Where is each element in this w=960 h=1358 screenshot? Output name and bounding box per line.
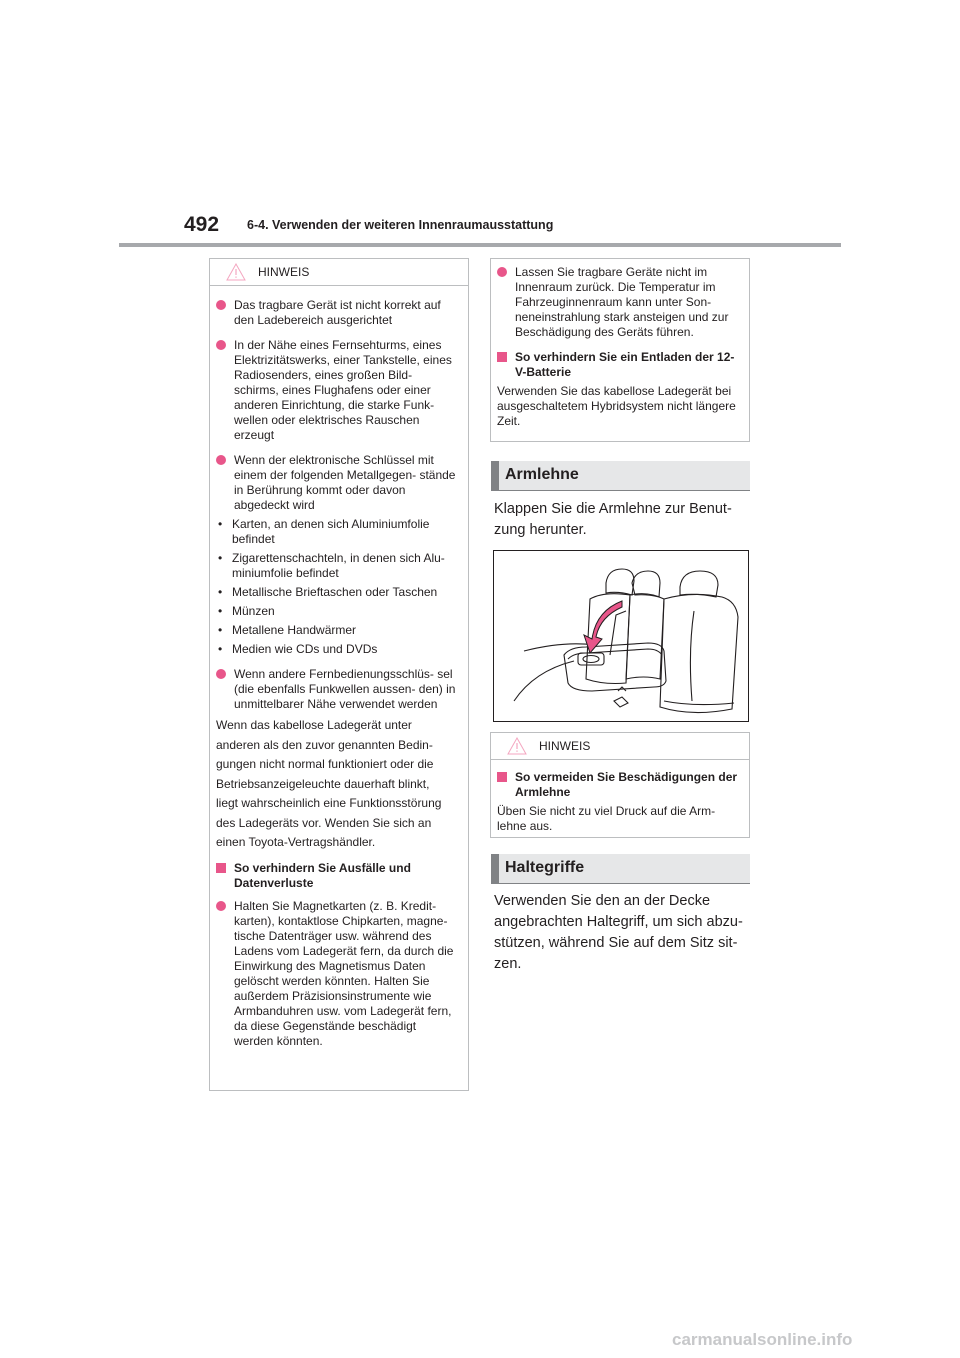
bullet-dot <box>216 669 226 679</box>
notice-subheading: So verhindern Sie Ausfälle und Datenverluste <box>216 861 458 891</box>
notice-box-left <box>209 258 469 1091</box>
warning-icon <box>226 263 246 281</box>
bullet-dot <box>497 267 507 277</box>
list-item: In der Nähe eines Fernsehturms, eines Elektrizitätswerks, einer Tankstelle, eines Radiosenders, eines großen Bild- schirms, eines Flughafens oder einer anderen Einrichtung, die starke Funk- wellen oder elektrisches Rauschen erzeugt <box>216 338 458 443</box>
notice-header <box>210 259 468 286</box>
bullet-square <box>497 352 507 362</box>
sub-list-item: • Karten, an denen sich Aluminiumfolie befindet <box>218 517 430 546</box>
bullet-dot <box>216 901 226 911</box>
notice-paragraph: Wenn das kabellose Ladegerät unter anderen als den zuvor genannten Bedin- gungen nicht normal funktioniert oder die Betriebsanzeigeleuchte dauerhaft blinkt, liegt wahrscheinlich eine Funktionsstörung des Ladegeräts vor. Wenden Sie sich an einen Toyota-Vertragshändler. <box>216 718 442 849</box>
list-item: Wenn der elektronische Schlüssel mit einem der folgenden Metallgegen- stände in Berührung kommt oder davon abgedeckt wird <box>216 453 458 513</box>
header-rule <box>119 243 841 247</box>
list-item: Halten Sie Magnetkarten (z. B. Kredit- karten), kontaktlose Chipkarten, magne- tische Datenträger usw. während des Ladens vom Ladegerät fern, da durch die Einwirkung des Magnetismus Daten gelöscht werden könnten. Halten Sie außerdem Präzisionsinstrumente wie Armbanduhren usw. vom Ladegerät fern, da diese Gegenstände beschädigt werden könnten. <box>216 899 458 1049</box>
sub-list-item: • Metallene Handwärmer <box>218 623 357 637</box>
notice-box-right-bottom <box>490 732 750 838</box>
warning-icon <box>507 737 527 755</box>
section-accent <box>491 461 499 491</box>
section-title: 6-4. Verwenden der weiteren Innenraumausstattung <box>247 218 554 232</box>
notice-subheading: So vermeiden Sie Beschädigungen der Armlehne <box>497 770 739 800</box>
notice-title: HINWEIS <box>258 265 310 279</box>
notice-box-right-top <box>490 258 750 442</box>
section-heading-label: Haltegriffe <box>505 859 585 876</box>
notice-paragraph: Üben Sie nicht zu viel Druck auf die Arm- lehne aus. <box>497 804 716 833</box>
notice-title: HINWEIS <box>539 739 591 753</box>
bullet-dot <box>216 340 226 350</box>
section-heading-armrest <box>491 461 750 491</box>
sub-list-item: • Metallische Brieftaschen oder Taschen <box>218 585 438 599</box>
bullet-dot <box>216 300 226 310</box>
list-item: Das tragbare Gerät ist nicht korrekt auf den Ladebereich ausgerichtet <box>216 298 458 328</box>
notice-header <box>491 733 749 760</box>
list-item: Lassen Sie tragbare Geräte nicht im Innenraum zurück. Die Temperatur im Fahrzeuginnenraum kann unter Son- neneinstrahlung stark ansteigen und zur Beschädigung des Geräts führen. <box>497 265 739 340</box>
sub-list-item: • Zigarettenschachteln, in denen sich Alu- miniumfolie befindet <box>218 551 445 580</box>
armrest-illustration <box>493 550 749 722</box>
grips-instructions: Verwenden Sie den an der Decke angebrachten Haltegriff, um sich abzu- stützen, während Sie auf dem Sitz sit- zen. <box>494 893 743 972</box>
section-accent <box>491 854 499 884</box>
page-number: 492 <box>184 213 220 236</box>
armrest-instructions: Klappen Sie die Armlehne zur Benut- zung herunter. <box>494 501 732 538</box>
notice-paragraph: Verwenden Sie das kabellose Ladegerät bei ausgeschaltetem Hybridsystem nicht längere Zeit. <box>497 384 736 428</box>
list-item: Wenn andere Fernbedienungsschlüs- sel (die ebenfalls Funkwellen aussen- den) in unmittelbarer Nähe verwendet werden <box>216 667 458 712</box>
bullet-square <box>216 863 226 873</box>
bullet-square <box>497 772 507 782</box>
notice-subheading: So verhindern Sie ein Entladen der 12-V-Batterie <box>497 350 739 380</box>
sub-list-item: • Medien wie CDs und DVDs <box>218 642 378 656</box>
armrest-drawing <box>494 551 749 722</box>
section-heading-label: Armlehne <box>505 466 579 483</box>
section-heading-grips <box>491 854 750 884</box>
watermark: carmanualsonline.info <box>672 1330 853 1349</box>
sub-list-item: • Münzen <box>218 604 275 618</box>
bullet-dot <box>216 455 226 465</box>
